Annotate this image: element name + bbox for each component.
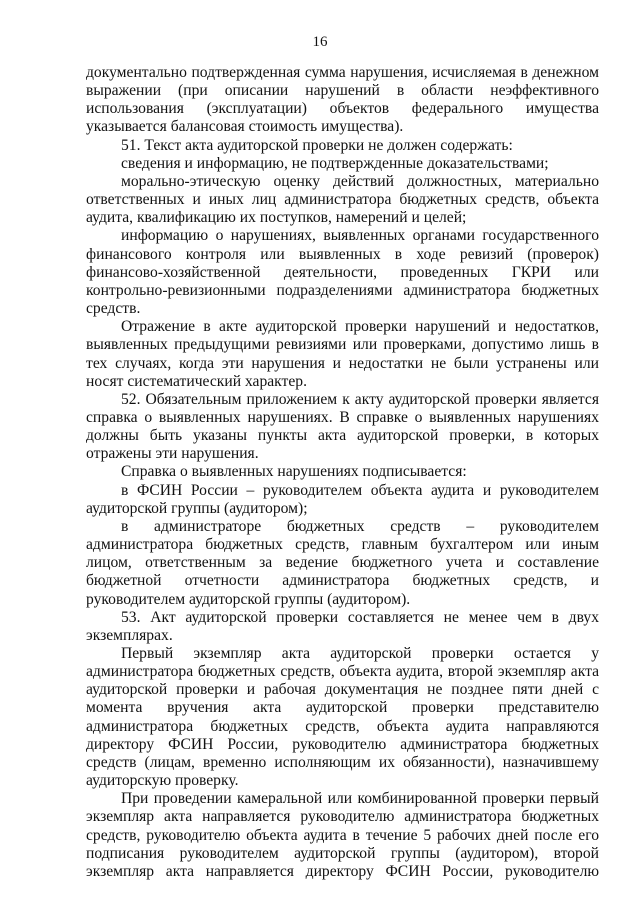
paragraph-cameral-check: При проведении камеральной или комбинированной проверки первый экземпляр акта направляется руководителю администратора бюджетных средств, руководителю объекта аудита в течение 5 рабочих дней после его подписания руководителем аудиторской группы (аудитором), второй экземпляр акта направляется директору ФСИН России, руководителю (86, 790, 599, 880)
paragraph-fsin-signers: в ФСИН России – руководителем объекта аудита и руководителем аудиторской группы (аудитором); (86, 481, 599, 517)
paragraph-signed-by: Справка о выявленных нарушениях подписывается: (121, 463, 467, 481)
paragraph-clause-53: 53. Акт аудиторской проверки составляется не менее чем в двух экземплярах. (86, 608, 599, 644)
paragraph-continuation: документально подтвержденная сумма нарушения, исчисляемая в денежном выражении (при описании нарушений в области неэффективного использования (эксплуатации) объектов федерального имущества указывается балансовая стоимость имущества). (86, 64, 599, 136)
paragraph-unconfirmed-info: сведения и информацию, не подтвержденные доказательствами; (121, 154, 549, 172)
paragraph-admin-signers: в администраторе бюджетных средств – руководителем администратора бюджетных средств, главным бухгалтером или иным лицом, ответственным за ведение бюджетного учета и составление бюджетной отчетности администратора бюджетных средств, и руководителем аудиторской группы (аудитором). (86, 517, 599, 608)
paragraph-first-copy: Первый экземпляр акта аудиторской проверки остается у администратора бюджетных средств, объекта аудита, второй экземпляр акта аудиторской проверки и рабочая документация не позднее пяти дней с момента вручения акта аудиторской проверки представителю администратора бюджетных средств, объекта аудита направляются директору ФСИН России, руководителю администратора бюджетных средств (лицам, временно исполняющим их обязанности), назначившему аудиторскую проверку. (86, 645, 599, 790)
paragraph-reflection: Отражение в акте аудиторской проверки нарушений и недостатков, выявленных предыдущими ревизиями или проверками, допустимо лишь в тех случаях, когда эти нарушения и недостатки не были устранены или носят систематический характер. (86, 318, 599, 390)
paragraph-violations-info: информацию о нарушениях, выявленных органами государственного финансового контроля или выявленных в ходе ревизий (проверок) финансово-хозяйственной деятельности, проведенных ГКРИ или контрольно-ревизионными подразделениями администратора бюджетных средств. (86, 227, 599, 318)
paragraph-clause-52: 52. Обязательным приложением к акту аудиторской проверки является справка о выявленных нарушениях. В справке о выявленных нарушениях должны быть указаны пункты акта аудиторской проверки, в которых отражены эти нарушения. (86, 390, 599, 463)
paragraph-clause-51: 51. Текст акта аудиторской проверки не должен содержать: (121, 136, 513, 154)
paragraph-moral-assessment: морально-этическую оценку действий должностных, материально ответственных и иных лиц администратора бюджетных средств, объекта аудита, квалификацию их поступков, намерений и целей; (86, 172, 599, 227)
page-number: 16 (312, 34, 328, 50)
document-text-body (86, 64, 599, 881)
